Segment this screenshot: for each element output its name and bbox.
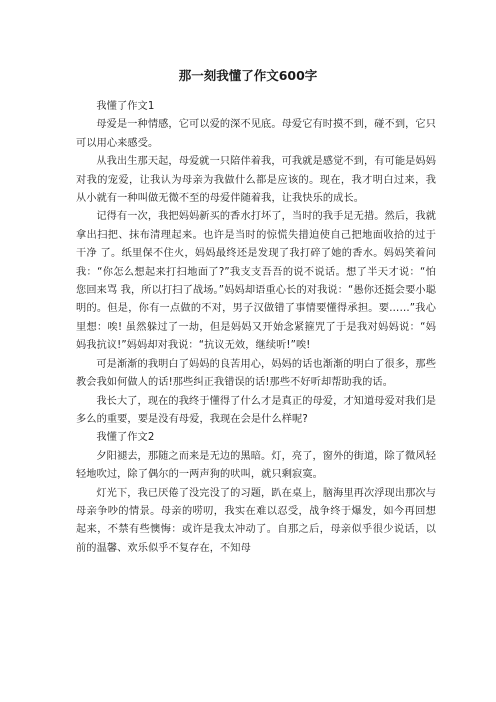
paragraph: 母爱是一种情感，它可以爱的深不见底。母爱它有时摸不到，碰不到，它只可以用心来感受。 <box>76 119 436 149</box>
paragraph: 灯光下，我已厌倦了没完没了的习题，趴在桌上，脑海里再次浮现出那次与母亲争吵的情景。母亲的唠叨，我实在难以忍受，战争终于爆发，如今再回想起来，不禁有些懊悔：或许是我太冲动了。自那之后，母亲似乎很少说话，以前的温馨、欢乐似乎不复存在，不知母 <box>76 487 436 554</box>
section-heading-2: 我懂了作文2 <box>96 432 155 444</box>
paragraph: 记得有一次，我把妈妈新买的香水打坏了，当时的我手足无措。然后，我就拿出扫把、抹布清理起来。也许是当时的惊慌失措迫使自己把地面收拾的过于干净 了。纸里保不住火，妈妈最终还是发现了我打碎了她的香水。妈妈笑着问我：“你怎么想起来打扫地面了?”我支支吾吾的说不说话。想了半天才说：“怕您回来骂 我，所以打扫了战场。”妈妈却语重心长的对我说：“愚你还挺会要小聪明的。但是，你有一点做的不对，男子汉做错了事情要懂得承担。要……”我心里想：唉! 虽然躲过了一劫，但是妈妈又开始念紧箍咒了于是我对妈妈说：“妈妈我抗议!”妈妈却对我说：“抗议无效，继续听!”唉! <box>76 211 436 352</box>
paragraph: 我长大了，现在的我终于懂得了什么才是真正的母爱，才知道母爱对我们是多么的重要，要是没有母爱，我现在会是什么样呢? <box>76 395 436 425</box>
section-heading-1: 我懂了作文1 <box>96 101 155 112</box>
paragraph: 从我出生那天起，母爱就一只陪伴着我，可我就是感觉不到，有可能是妈妈对我的宠爱，让我认为母亲为我做什么都是应该的。现在，我才明白过来，我从小就有一种叫做无微不至的母爱伴随着我，让我快乐的成长。 <box>76 156 436 205</box>
document-body <box>76 98 436 558</box>
document-title: 那一刻我懂了作文600字 <box>178 68 318 83</box>
paragraph: 夕阳褪去，那随之而来是无边的黑暗。灯，亮了，窗外的街道，除了微风轻轻地吹过，除了偶尔的一两声狗的吠叫，就只剩寂寞。 <box>76 450 436 481</box>
paragraph: 可是渐渐的我明白了妈妈的良苦用心，妈妈的话也渐渐的明白了很多，那些教会我如何做人的话!那些纠正我错误的话!那些不好听却帮助我的话。 <box>76 358 436 389</box>
